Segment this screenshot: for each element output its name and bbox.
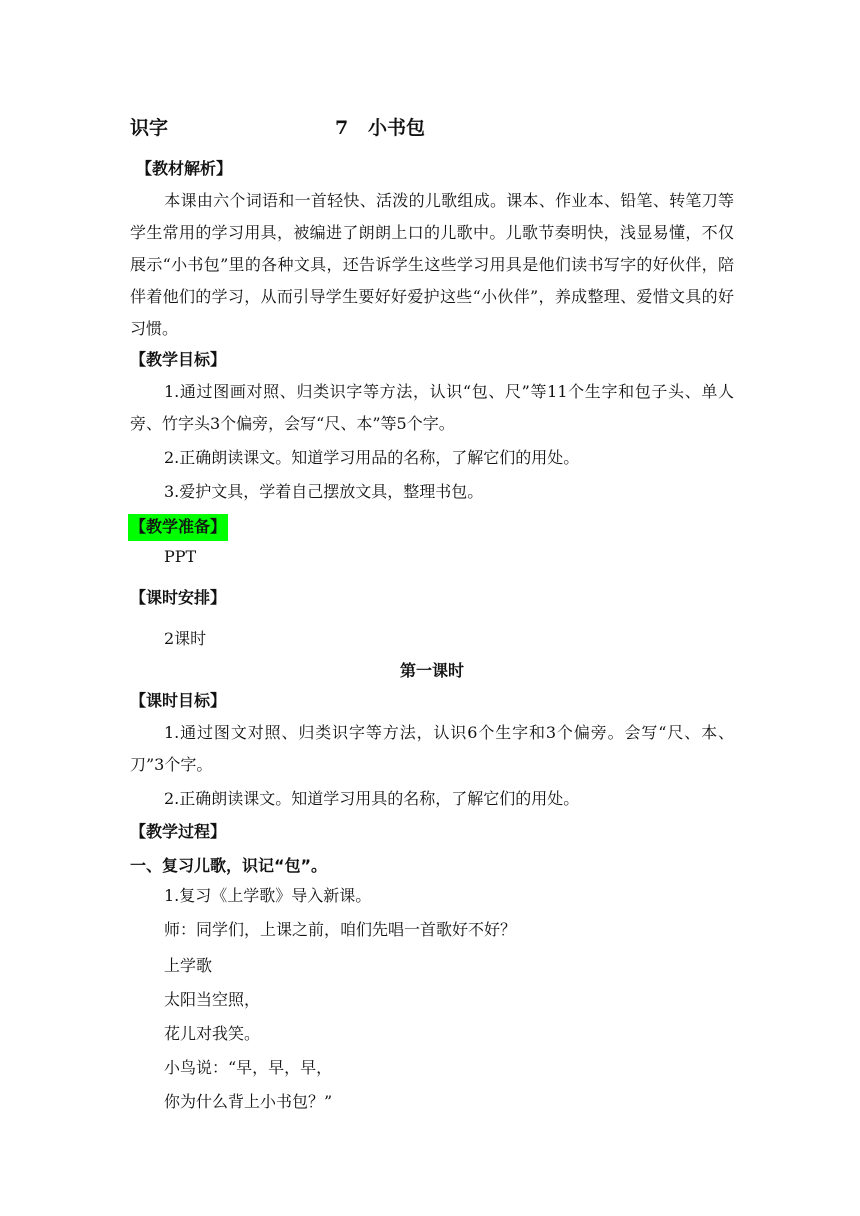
category-label: 识字 bbox=[130, 117, 169, 139]
song-line-4: 你为什么背上小书包？” bbox=[164, 1092, 333, 1111]
song-line-2: 花儿对我笑。 bbox=[164, 1024, 261, 1043]
lesson-goal-1 bbox=[130, 717, 734, 781]
lesson-goals-heading: 【课时目标】 bbox=[130, 691, 227, 710]
teaching-goal-3: 3.爱护文具，学着自己摆放文具，整理书包。 bbox=[164, 482, 484, 501]
song-title: 上学歌 bbox=[164, 956, 213, 975]
lesson-title: 小书包 bbox=[368, 117, 426, 139]
material-analysis-heading: 【教材解析】 bbox=[136, 159, 233, 178]
teaching-prep-text: PPT bbox=[164, 547, 197, 566]
teaching-goal-2: 2.正确朗读课文。知道学习用品的名称，了解它们的用处。 bbox=[164, 448, 580, 467]
teaching-goals-heading: 【教学目标】 bbox=[130, 350, 227, 369]
lesson-number: 7 bbox=[335, 117, 349, 139]
teaching-prep-highlight: 【教学准备】 bbox=[128, 514, 228, 541]
first-lesson-title: 第一课时 bbox=[399, 661, 464, 680]
teaching-goal-1 bbox=[130, 376, 734, 440]
song-line-3: 小鸟说：“早，早，早， bbox=[164, 1058, 333, 1077]
material-analysis-paragraph bbox=[130, 185, 734, 345]
step-1: 1.复习《上学歌》导入新课。 bbox=[164, 886, 372, 905]
schedule-heading: 【课时安排】 bbox=[130, 588, 227, 607]
song-line-1: 太阳当空照， bbox=[164, 990, 261, 1009]
teacher-line: 师：同学们，上课之前，咱们先唱一首歌好不好？ bbox=[164, 920, 517, 939]
material-analysis-text: 本课由六个词语和一首轻快、活泼的儿歌组成。课本、作业本、铅笔、转笔刀等学生常用的学习用具，被编进了朗朗上口的儿歌中。儿歌节奏明快，浅显易懂，不仅展示“小书包”里的各种文具，还告诉学生这些学习用具是他们读书写字的好伙伴，陪伴着他们的学习，从而引导学生要好好爱护这些“小伙伴”，养成整理、爱惜文具的好习惯。 bbox=[130, 191, 734, 338]
schedule-text: 2课时 bbox=[164, 629, 207, 648]
teaching-goal-1-text: 1.通过图画对照、归类识字等方法，认识“包、尺”等11个生字和包子头、单人旁、竹字头3个偏旁，会写“尺、本”等5个字。 bbox=[130, 382, 734, 433]
lesson-goal-2: 2.正确朗读课文。知道学习用具的名称，了解它们的用处。 bbox=[164, 789, 580, 808]
lesson-goal-1-text: 1.通过图文对照、归类识字等方法，认识6个生字和3个偏旁。会写“尺、本、刀”3个字。 bbox=[130, 723, 734, 774]
section-1-heading: 一、复习儿歌，识记“包”。 bbox=[130, 856, 328, 875]
process-heading: 【教学过程】 bbox=[130, 822, 227, 841]
teaching-prep-heading bbox=[128, 516, 228, 538]
